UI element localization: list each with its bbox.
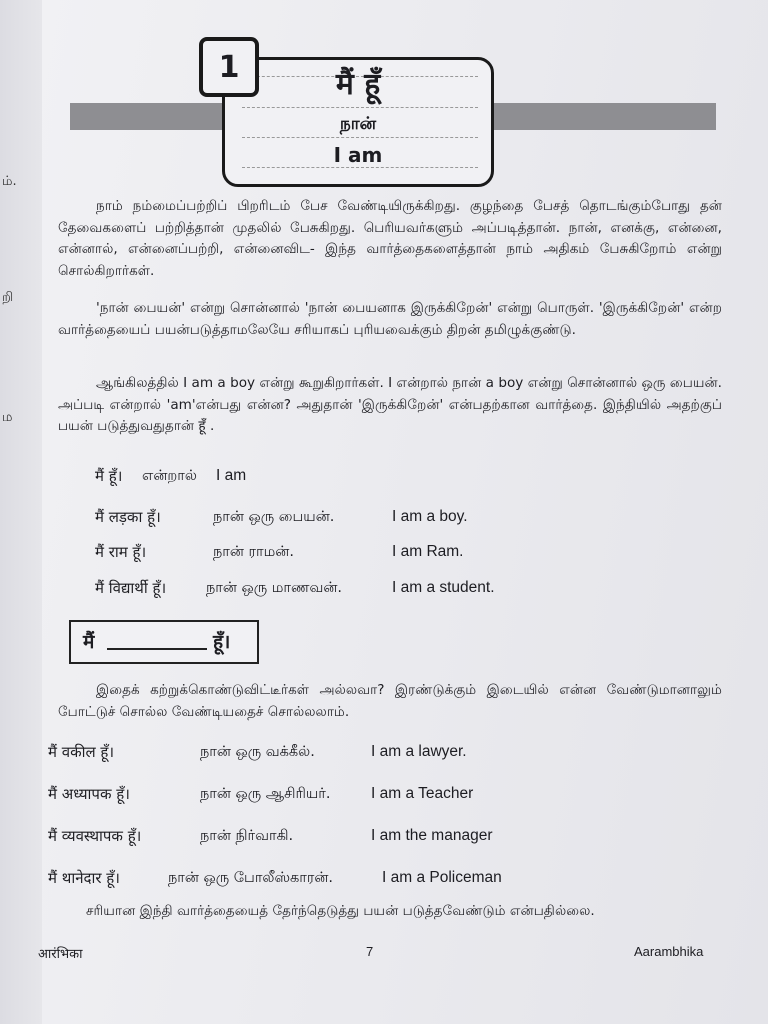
title-guide-line [242,167,478,168]
example-tamil: நான் ஒரு வக்கீல். [200,744,315,760]
footer-left: आरंभिका [38,947,83,962]
blank-box-right: हूँ। [213,631,231,653]
lesson-title-english: I am [333,143,383,167]
example-hindi: मैं राम हूँ। [95,543,147,561]
blank-box-left: मैं [83,631,95,653]
example-tamil: நான் ஒரு ஆசிரியர். [200,786,331,802]
footer-right: Aarambhika [634,944,704,959]
example-hindi: मैं विद्यार्थी हूँ। [95,579,167,597]
example-tamil: நான் ஒரு பையன். [213,509,335,525]
lesson-number: 1 [199,37,259,97]
lesson-title-hindi: मैं हूँ [335,67,381,102]
example-tamil: நான் ஒரு மாணவன். [206,580,342,596]
fill-blank-box [69,620,259,664]
blank-line [107,648,207,650]
previous-page-edge [0,0,42,1024]
example-tamil: நான் நிர்வாகி. [200,828,294,844]
paragraph-3: ஆங்கிலத்தில் I am a boy என்று கூறுகிறார்கள். I என்றால் நான் a boy என்று சொன்னால் ஒரு பையன். அப்படி என்றால் 'am'என்பது என்ன? அதுதான் 'இருக்கிறேன்' என்பதற்கான வார்த்தை. இந்தியில் அதற்குப் பயன் படுத்துவதுதான் हूँ . [58,375,722,434]
example-tamil: நான் ஒரு போலீஸ்காரன். [168,870,334,886]
example-english: I am the manager [371,827,493,844]
example-english: I am a Policeman [382,869,502,886]
title-guide-line [242,137,478,138]
page-number: 7 [366,944,374,959]
paragraph-4: இதைக் கற்றுக்கொண்டுவிட்டீர்கள் அல்லவா? இரண்டுக்கும் இடையில் என்ன வேண்டுமானாலும் போட்டுச் சொல்ல வேண்டியதைச் சொல்லலாம். [58,682,722,720]
closing-line: சரியான இந்தி வார்த்தையைத் தேர்ந்தெடுத்து பயன் படுத்தவேண்டும் என்பதில்லை. [86,903,595,919]
title-guide-line [242,107,478,108]
example-hindi: मैं हूँ। [95,467,123,485]
margin-fragment: ம். [2,174,17,189]
margin-fragment: றி [2,290,14,305]
example-english: I am a boy. [392,508,468,525]
example-english: I am [216,467,247,484]
example-hindi: मैं वकील हूँ। [48,743,115,761]
example-english: I am a Teacher [371,785,474,802]
example-hindi: मैं अध्यापक हूँ। [48,785,130,803]
example-hindi: मैं थानेदार हूँ। [48,869,120,887]
example-english: I am Ram. [392,543,464,560]
paragraph-1: நாம் நம்மைப்பற்றிப் பிறரிடம் பேச வேண்டியிருக்கிறது. குழந்தை பேசத் தொடங்கும்போது தன் தேவைகளைப் பற்றித்தான் முதலில் பேசுகிறது. பெரியவர்களும் அப்படித்தான். நான், எனக்கு, என்னை, என்னால், என்னைப்பற்றி, என்னைவிட- இந்த வார்த்தைகளைத்தான் நாம் அதிகம் பேசுகிறோம் என்று சொல்கிறார்கள். [58,198,722,279]
example-tamil: நான் ராமன். [213,544,294,560]
example-hindi: मैं लड़का हूँ। [95,508,161,526]
margin-fragment: ம [2,410,13,425]
example-tamil: என்றால் [142,468,197,484]
example-hindi: मैं व्यवस्थापक हूँ। [48,827,142,845]
lesson-title-tamil: நான் [339,114,377,134]
paragraph-2: 'நான் பையன்' என்று சொன்னால் 'நான் பையனாக இருக்கிறேன்' என்று பொருள். 'இருக்கிறேன்' என்ற வார்த்தையைப் பயன்படுத்தாமலேயே சரியாகப் புரியவைக்கும் திறன் தமிழுக்குண்டு. [58,300,722,338]
example-english: I am a lawyer. [371,743,467,760]
example-english: I am a student. [392,579,495,596]
